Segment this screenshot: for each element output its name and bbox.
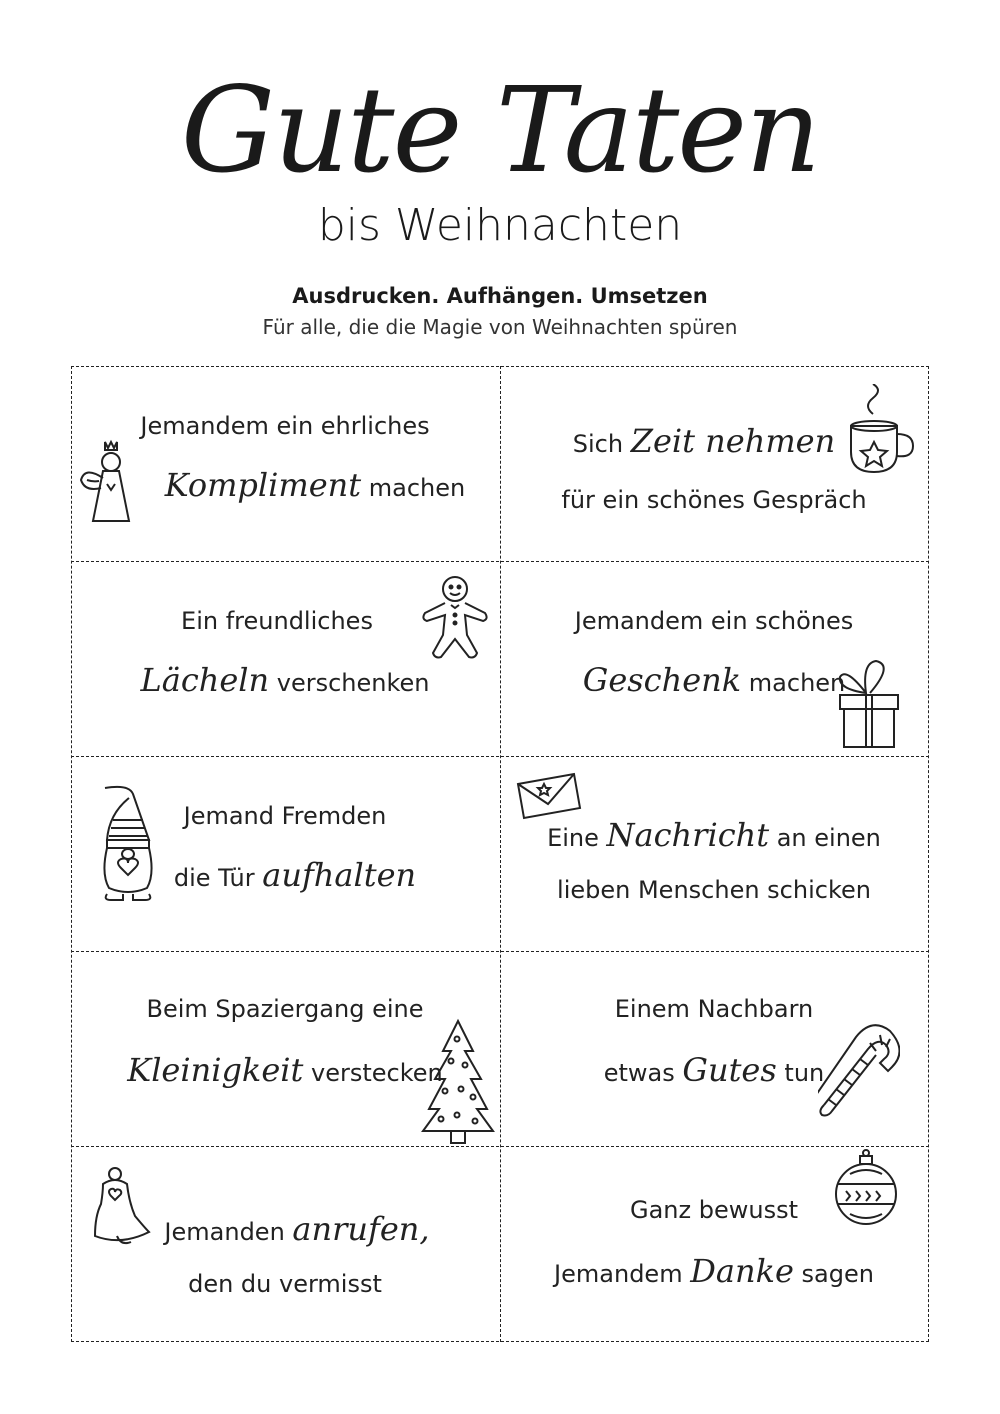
card-highlight-word: Lächeln [140,661,270,699]
card-line-2 [101,466,529,504]
good-deed-card-smile [71,561,499,756]
card-line-2: lieben Menschen schicken [557,876,871,904]
card-line-2-end: verschenken [276,669,430,697]
envelope-icon [514,770,582,820]
card-line-1 [500,816,928,854]
good-deed-card-gift [500,561,928,756]
candy-cane-icon [818,1019,900,1117]
card-line-2 [71,661,499,699]
page-subtitle: bis Weihnachten [317,200,683,251]
tagline: Ausdrucken. Aufhängen. Umsetzen [292,284,708,308]
card-line-2 [500,1252,928,1290]
card-line-1-start: Sich [572,430,624,458]
good-deed-card-neighbor [500,951,928,1146]
good-deed-card-thanks [500,1146,928,1341]
card-line-2-end: sagen [801,1260,874,1288]
angel-icon [79,436,139,531]
intro-text: Für alle, die die Magie von Weihnachten spüren [262,315,738,339]
card-highlight-word: Danke [690,1252,794,1290]
card-line-1: Jemandem ein ehrliches [140,412,430,440]
card-line-2-end: tun [784,1059,825,1087]
card-line-1-start: Eine [547,824,599,852]
good-deed-card-door [71,756,499,951]
card-highlight-word: aufhalten [262,856,417,894]
gnome-icon [99,784,157,906]
card-line-2-start: Jemandem [554,1260,683,1288]
good-deed-card-hide-gift [71,951,499,1146]
card-highlight-word: Geschenk [582,661,742,699]
card-highlight-word: Nachricht [606,816,770,854]
card-line-2: für ein schönes Gespräch [561,486,867,514]
card-highlight-word: anrufen, [292,1210,430,1248]
card-highlight-word: Kleinigkeit [127,1051,304,1089]
page-title: Gute Taten [180,61,820,199]
card-highlight-word: Zeit nehmen [630,422,836,460]
ornament-bauble-icon [834,1148,898,1228]
card-line-1: Ein freundliches [181,607,373,635]
card-line-1: Einem Nachbarn [614,995,814,1023]
good-deed-card-call [71,1146,499,1341]
card-line-1: Ganz bewusst [630,1196,798,1224]
card-highlight-word: Kompliment [164,466,362,504]
card-line-1: Jemand Fremden [183,802,387,830]
card-line-1: Beim Spaziergang eine [146,995,424,1023]
card-highlight-word: Gutes [682,1051,777,1089]
card-line-2-end: machen [748,669,846,697]
gift-box-icon [836,657,902,751]
card-line-1-end: an einen [776,824,881,852]
card-line-1: Jemandem ein schönes [574,607,854,635]
card-line-2-start: etwas [603,1059,675,1087]
card-line-2-start: die Tür [173,864,255,892]
good-deed-card-compliment [71,366,499,561]
card-line-1-start: Jemanden [164,1218,285,1246]
gingerbread-man-icon [419,573,491,661]
christmas-tree-icon [421,1017,495,1145]
good-deed-card-message [500,756,928,951]
bell-icon [91,1166,153,1248]
hot-cocoa-mug-icon [845,384,917,476]
card-line-2-end: verstecken [310,1059,443,1087]
good-deed-card-time [500,366,928,561]
card-line-2-end: machen [368,474,466,502]
card-line-2: den du vermisst [188,1270,382,1298]
